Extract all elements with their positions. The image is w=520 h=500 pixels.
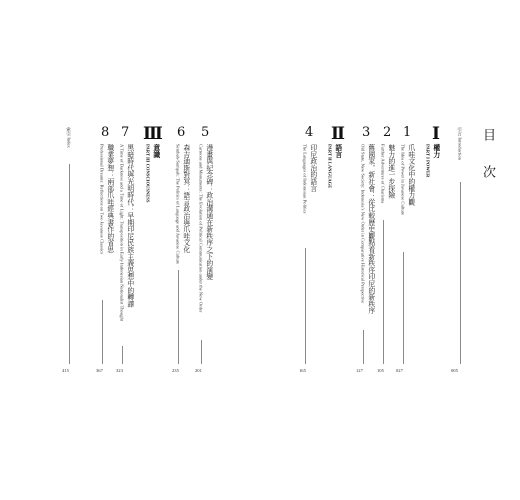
chapter-2-page-number: 105 (377, 368, 384, 373)
chapter-4-number: 4 (305, 125, 314, 140)
chapter-4-title-en: The Languages of Indonesian Politics (302, 144, 308, 214)
leader-rule (69, 164, 70, 364)
chapter-7-page-number: 323 (116, 368, 123, 373)
chapter-5-page-number: 201 (195, 368, 202, 373)
leader-rule (178, 270, 179, 364)
chapter-5-title-zh: 漫畫與紀念碑：政治溝通在新秩序之下的演變 (204, 144, 213, 280)
leader-rule (122, 346, 123, 364)
index-entry-label: 索引 Index (66, 127, 72, 148)
chapter-2-title-en: Further Adventures of Charisma (380, 144, 386, 204)
intro-page-number: 005 (451, 368, 458, 373)
chapter-3-title-zh: 舊國家，新社會：從比較歷史觀點看新秩序印尼的新秩序 (366, 144, 375, 314)
part-2-title-en: PART II LANGUAGE (327, 144, 333, 189)
part-3-title-zh: 意識 (151, 144, 160, 158)
chapter-8-title-zh: 職業夢想：兩部爪哇經典書作的省思 (105, 144, 114, 253)
part-2-numeral: II (331, 124, 343, 144)
chapter-2-number: 2 (383, 125, 392, 140)
chapter-6-title-en: Sembah-Sumpah: The Politics of Language and Javanese Culture (175, 144, 181, 265)
chapter-6-title-zh: 森吉迪斯對冥：語言政治與爪哇文化 (181, 144, 190, 253)
chapter-2-title-zh: 魅力的進一步探險 (386, 144, 395, 199)
chapter-6-number: 6 (177, 125, 186, 140)
chapter-5-title-en: Cartoons and Monuments: The Evolution of Political Communication under the New Order (198, 144, 204, 313)
intro-entry-label: 引言 Introduction (457, 127, 463, 161)
part-2-title-zh: 語言 (333, 144, 342, 158)
part-3-title-en: PART III CONSCIOUSNESS (145, 144, 151, 203)
leader-rule (201, 340, 202, 364)
part-1-numeral: I (432, 124, 438, 144)
chapter-4-page-number: 165 (299, 368, 306, 373)
toc-heading: 目 次 (480, 128, 495, 189)
leader-rule (383, 220, 384, 364)
leader-rule (460, 182, 461, 364)
chapter-5-number: 5 (201, 125, 210, 140)
chapter-3-page-number: 127 (356, 368, 363, 373)
leader-rule (363, 330, 364, 364)
chapter-8-page-number: 367 (96, 368, 103, 373)
part-1-title-en: PART I POWER (425, 144, 431, 178)
chapter-7-number: 7 (121, 125, 130, 140)
index-page-number: 415 (62, 368, 69, 373)
leader-rule (305, 248, 306, 364)
chapter-3-title-en: Old State, New Society: Indonesia’s New Order in Comparative Historical Perspective (360, 144, 366, 304)
part-3-numeral: III (143, 124, 161, 144)
chapter-6-page-number: 235 (172, 368, 179, 373)
leader-rule (102, 300, 103, 364)
chapter-1-title-en: The Idea of Power in Javanese Culture (400, 144, 406, 216)
chapter-7-title-zh: 黑暗時代與光明時代：早期印尼民族主義思想中的轉譯 (125, 144, 134, 308)
leader-rule (403, 252, 404, 364)
chapter-1-number: 1 (403, 125, 412, 140)
part-1-title-zh: 權力 (431, 144, 440, 158)
chapter-1-page-number: 027 (396, 368, 403, 373)
chapter-1-title-zh: 爪哇文化中的權力觀 (406, 144, 415, 206)
chapter-8-number: 8 (101, 125, 110, 140)
chapter-8-title-en: Professional Dreams: Reflections on Two Javanese Classics (99, 144, 105, 255)
chapter-3-number: 3 (362, 125, 371, 140)
chapter-4-title-zh: 印尼政治的語言 (308, 144, 317, 192)
chapter-7-title-en: A Time of Darkness and a Time of Light: Transposition in Early Indonesian Nationalist Thought (119, 144, 125, 322)
